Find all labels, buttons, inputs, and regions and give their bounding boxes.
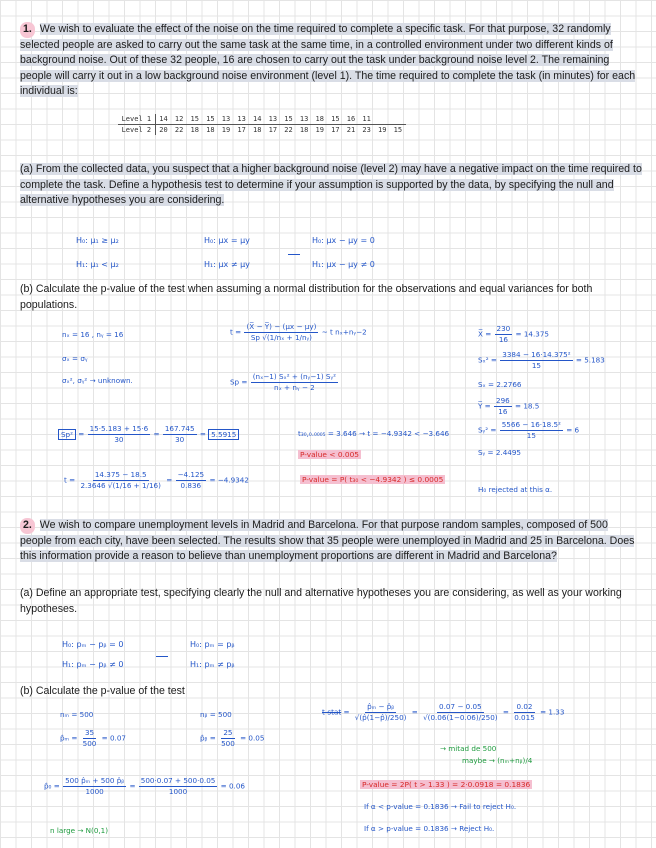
p1-h0-a: H₀: μ₁ ≥ μ₂ — [76, 236, 119, 245]
p1-sp-formula: Sp = $\frac{\text{(nₓ−1) Sₓ² + (nᵧ−1) Sᵧ²}}{\text{nₓ + nᵧ − 2}}$ — [230, 372, 337, 392]
p2-if1: If α < p-value = 0.1836 → Fail to reject H₀. — [364, 802, 517, 811]
p2-mitad-note: → mitad de 500 — [440, 744, 497, 753]
p1-sy2: Sᵧ² = $\frac{\text{5566 − 16·18.5²}}{15}$ = 6 — [478, 420, 580, 440]
problem1-intro — [20, 22, 642, 100]
problem2-part-b: (b) Calculate the p-value of the test — [20, 685, 185, 697]
p1-h1-c: H₁: μx − μy ≠ 0 — [312, 260, 375, 269]
p1-h1-b: H₁: μx ≠ μy — [204, 260, 250, 269]
problem2-intro — [20, 518, 642, 565]
p1-h1-a: H₁: μ₁ < μ₂ — [76, 260, 119, 269]
p1-t-stat: t = $\frac{14.375 - 18.5}{2.3646 √(1/16 + 1/16)}$ = $\frac{-4.125}{0.836}$ = −4.9342 — [64, 470, 249, 490]
table-row-label: Level 2 — [118, 125, 155, 136]
p1-t-formula: t = $\frac{(X̅ - Y̅) - (\mu x - \mu y)}{\text{Sp √(1/nₓ + 1/nᵧ)}}$ ~ t nₓ+nᵧ−2 — [230, 322, 367, 342]
p2-pb: p̂ᵦ = $\frac{25}{500}$ = 0.05 — [200, 728, 265, 748]
p1-sp2-calc: Sp² = $\frac{15\cdot 5.183 + 15\cdot 6}{30}$ = $\frac{167.745}{30}$ = 5.5915 — [58, 424, 239, 445]
p1-ybar: Y̅ = $\frac{296}{16}$ = 18.5 — [478, 396, 540, 416]
problem1-number: 1. — [20, 22, 35, 38]
problem2-part-a: (a) Define an appropriate test, specifying clearly the null and alternative hypotheses you are considering, as well as your working hypotheses. — [20, 587, 622, 615]
p1-sy: Sᵧ = 2.4495 — [478, 448, 521, 457]
p2-h0-b: H₀: pₘ = pᵦ — [190, 640, 235, 649]
problem2-statement: We wish to compare unemployment levels in Madrid and Barcelona. For that purpose random samples, composed of 500 people from each city, have been selected. The results show that 35 people were unemployed in Madrid and 25 in Barcelona. Does this information provide a reason to believe than unemployment proportions are different in Madrid and Barcelona? — [20, 519, 635, 562]
p2-nb: nᵦ = 500 — [200, 710, 232, 719]
p2-h1-b: H₁: pₘ ≠ pᵦ — [190, 660, 235, 669]
p1-h0-b: H₀: μx = μy — [204, 236, 250, 245]
problem1-part-a: (a) From the collected data, you suspect that a higher background noise (level 2) may have a negative impact on the time required to complete the task. Define a hypothesis test to determine if your assumption is supported by the data, by specifying the null and alternative hypotheses you are considering. — [20, 163, 642, 206]
p1-n: nₓ = 16 , nᵧ = 16 — [62, 330, 124, 339]
p2-nm: nₘ = 500 — [60, 710, 94, 719]
p1-sx2: Sₓ² = $\frac{\text{3384 − 16·14.375²}}{15}$ = 5.183 — [478, 350, 605, 370]
p2-p0: p̂₀ = $\frac{\text{500 p̂ₘ + 500 p̂ᵦ}}{1000}$ = $\frac{500\cdot 0.07 + 500\cdot 0.05}{1000}$ = 0.06 — [44, 776, 245, 796]
p1-unknown: σₓ², σᵧ² → unknown. — [62, 376, 133, 385]
p1-sig: σₓ = σᵧ — [62, 354, 88, 363]
p2-pm: p̂ₘ = $\frac{35}{500}$ = 0.07 — [60, 728, 126, 748]
p2-dash — [156, 656, 168, 657]
p1-reject: H₀ rejected at this α. — [478, 485, 553, 494]
problem2-number: 2. — [20, 518, 35, 534]
problem1-part-b: (b) Calculate the p-value of the test when assuming a normal distribution for the observations and equal variances for both populations. — [20, 283, 593, 311]
problem1-statement: We wish to evaluate the effect of the noise on the time required to complete a specific task. For that purpose, 32 randomly selected people are asked to carry out the same task at the same time, in a controlled environment under two different kinds of background noise. Out of these 32 people, 16 are chosen to carry out the task under background noise level 2. The remaining people will carry it out in a low background noise environment (level 1). The time required to complete the task (in minutes) for each individual is: — [20, 23, 636, 97]
table-row-label: Level 1 — [118, 114, 155, 125]
table-row: Level 2 20 22 18 18 19 17 18 17 22 18 19 17 21 23 19 15 — [118, 125, 406, 136]
p1-sx: Sₓ = 2.2766 — [478, 380, 522, 389]
p2-pvalue: P-value = 2P( t > 1.33 ) = 2·0.0918 = 0.1836 — [362, 780, 531, 789]
table-row: Level 1 14 12 15 15 13 13 14 13 15 13 18 15 16 11 — [118, 114, 406, 125]
p1-dash — [288, 254, 300, 255]
p1-pvalue-small: P-value < 0.005 — [300, 450, 359, 459]
p2-maybe-note: maybe → (nₘ+nᵦ)/4 — [462, 756, 533, 765]
p2-if2: If α > p-value = 0.1836 → Reject H₀. — [364, 824, 495, 833]
p2-large-note: n large → N(0,1) — [50, 826, 109, 835]
noise-data-table — [118, 114, 406, 135]
p2-h1-a: H₁: pₘ − pᵦ ≠ 0 — [62, 660, 124, 669]
p1-h0-c: H₀: μx − μy = 0 — [312, 236, 375, 245]
p2-h0-a: H₀: pₘ − pᵦ = 0 — [62, 640, 124, 649]
p1-pvalue-eq: P-value = P( t₃₀ < −4.9342 ) ≤ 0.0005 — [302, 475, 444, 484]
p1-tcrit: t₃₀,₀.₀₀₀₅ = 3.646 → t = −4.9342 < −3.646 — [298, 429, 450, 438]
p2-zstat: t-stat = $\frac{\text{p̂ₘ − p̂ᵦ}}{√(p̂(1-p̂)/250)}$ = $\frac{0.07 - 0.05}{√(0.06(1-0.06)/250)}$ = $\frac{0.02}{0.015}$ = 1.33 — [322, 702, 565, 722]
p1-xbar: X̅ = $\frac{230}{16}$ = 14.375 — [478, 324, 550, 344]
